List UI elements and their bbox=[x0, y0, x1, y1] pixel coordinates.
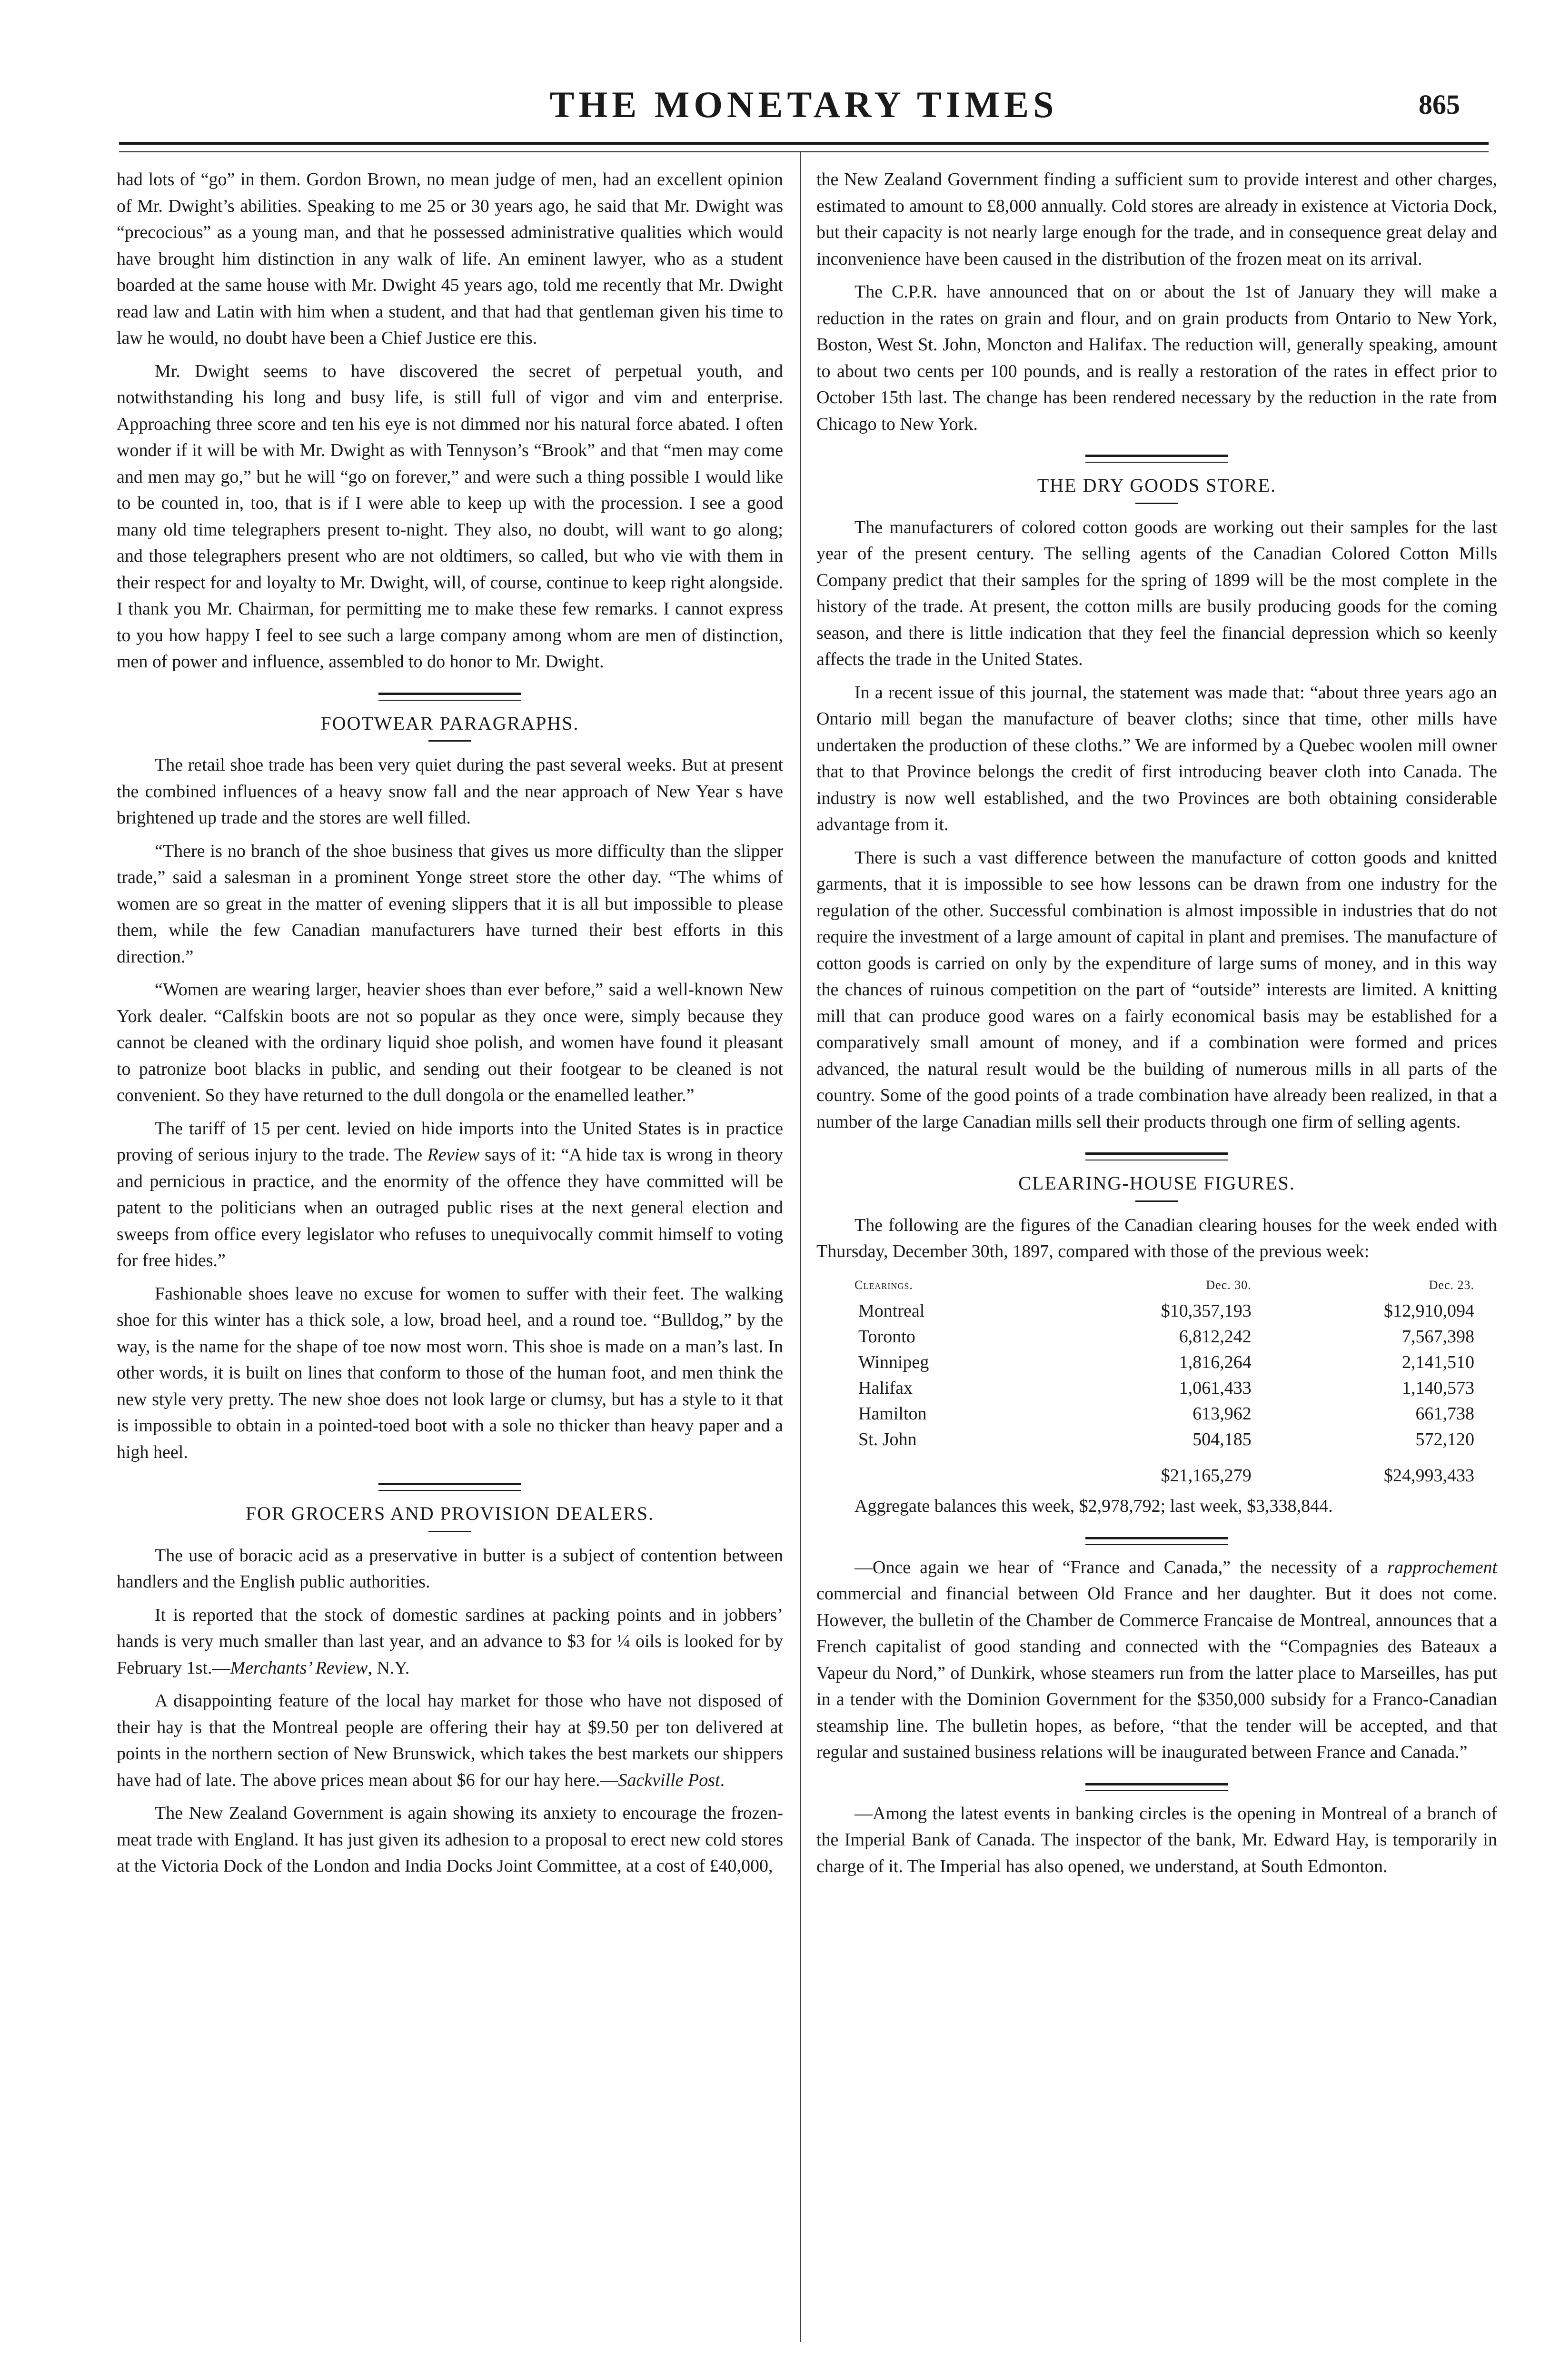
table-row bbox=[855, 1427, 1478, 1452]
paragraph: The New Zealand Government is again showing its anxiety to encourage the frozen-meat trade with England. It has just given its adhesion to a proposal to erect new cold stores at the Victoria Dock of the London and India Docks Joint Committee, at a cost of £40,000, bbox=[117, 1803, 783, 1876]
aggregate-balances: Aggregate balances this week, $2,978,792; last week, $3,338,844. bbox=[855, 1496, 1333, 1516]
foreign-term: rapprochement bbox=[1387, 1557, 1497, 1577]
text: says of it: “A hide tax is wrong in theory and pernicious in practice, and the enormity of the offence they have committed will be patent to the politicians when an outraged public rises at the next general election and sweeps from office every legislator who refuses to unequivocally commit himself to voting for free hides.” bbox=[117, 1145, 783, 1270]
header-rule bbox=[119, 142, 1489, 152]
city-cell: Toronto bbox=[858, 1327, 915, 1347]
total-label-cell bbox=[855, 1452, 1033, 1488]
value-cell: 613,962 bbox=[1192, 1404, 1252, 1424]
paragraph: The C.P.R. have announced that on or about the 1st of January they will make a reduction in the rates on grain and flour, and on grain products from Ontario to New York, Boston, West St. John, Moncton and Halifax. The reduction will, generally speaking, amount to about two cents per 100 pounds, and is really a restoration of the rates in effect prior to October 15th last. The change has been rendered necessary by the reduction in the rate from Chicago to New York. bbox=[816, 282, 1497, 434]
table-row bbox=[855, 1324, 1478, 1349]
table-header-row bbox=[855, 1272, 1478, 1299]
total-cell: $21,165,279 bbox=[1161, 1466, 1252, 1486]
clearing-table-body bbox=[855, 1298, 1478, 1452]
section-title-grocers: FOR GROCERS AND PROVISION DEALERS. bbox=[245, 1503, 655, 1524]
column-header: Dec. 30. bbox=[1206, 1278, 1252, 1292]
paragraph: Fashionable shoes leave no excuse for women to suffer with their feet. The walking shoe for this winter has a thick sole, a low, broad heel, and a round toe. “Bulldog,” by the way, is the name for the shape of toe now most worn. This shoe is made on a man’s last. In other words, it is built on lines that conform to those of the human foot, and men think the new style very pretty. The new shoe does not look large or clumsy, but has a style to it that is impossible to obtain in a pointed-toed boot with a sole no thicker than heavy paper and a high heel. bbox=[117, 1283, 783, 1462]
text: commercial and financial between Old France and her daughter. But it does not come. However, the bulletin of the Chamber de Commerce Francaise de Montreal, announces that a French capitalist of good standing and connected with the “Compagnies des Bateaux a Vapeur du Nord,” of Dunkirk, whose steamers run from the latter place to Marseilles, has put in a tender with the Dominion Government for the $350,000 subsidy for a Franco-Canadian steamship line. The bulletin hopes, as before, “that the tender will be accepted, and that regular and sustained business relations will be inaugurated between France and Canada.” bbox=[816, 1584, 1497, 1762]
right-column bbox=[816, 167, 1497, 1886]
value-cell: 572,120 bbox=[1415, 1429, 1474, 1449]
city-cell: Hamilton bbox=[858, 1404, 927, 1424]
value-cell: $12,910,094 bbox=[1384, 1301, 1474, 1321]
text: The tariff of 15 per cent. levied on hide imports into the United States is in practice proving of serious injury to the trade. The bbox=[117, 1118, 783, 1165]
paragraph: —Among the latest events in banking circles is the opening in Montreal of a branch of the Imperial Bank of Canada. The inspector of the bank, Mr. Edward Hay, is temporarily in charge of it. The Imperial has also opened, we understand, at South Edmonton. bbox=[816, 1803, 1497, 1876]
text: —Once again we hear of “France and Canada,” the necessity of a bbox=[855, 1557, 1388, 1577]
table-row bbox=[855, 1401, 1478, 1427]
value-cell: 1,061,433 bbox=[1179, 1378, 1252, 1398]
city-cell: Winnipeg bbox=[858, 1352, 929, 1372]
paragraph: “Women are wearing larger, heavier shoes than ever before,” said a well-known New York dealer. “Calfskin boots are not so popular as they once were, simply because they cannot be cleaned with the ordinary liquid shoe polish, and women have found it pleasant to patronize boot blacks in public, and sending out their footgear to be cleaned is not convenient. So they have returned to the dull dongola or the enamelled leather.” bbox=[117, 980, 783, 1105]
section-rule bbox=[1085, 455, 1228, 463]
paragraph: The following are the figures of the Canadian clearing houses for the week ended with Thursday, December 30th, 1897, compared with those of the previous week: bbox=[816, 1215, 1497, 1261]
clearing-table bbox=[855, 1272, 1478, 1489]
title-dash bbox=[1135, 503, 1178, 504]
paragraph bbox=[816, 1555, 1497, 1766]
text: . bbox=[720, 1770, 725, 1790]
title-dash bbox=[428, 1531, 471, 1532]
value-cell: 6,812,242 bbox=[1179, 1327, 1252, 1347]
left-column bbox=[117, 167, 783, 1886]
paragraph bbox=[117, 1688, 783, 1794]
city-cell: Halifax bbox=[858, 1378, 913, 1398]
section-title-footwear: FOOTWEAR PARAGRAPHS. bbox=[320, 712, 579, 734]
continued-paragraph: the New Zealand Government finding a sufficient sum to provide interest and other charges, estimated to amount to £8,000 annually. Cold stores are already in existence at Victoria Dock, but their capacity is not nearly large enough for the trade, and in consequence great delay and inconvenience have been caused in the distribution of the frozen meat on its arrival. bbox=[816, 169, 1497, 269]
section-rule bbox=[378, 693, 521, 701]
value-cell: 504,185 bbox=[1192, 1429, 1252, 1449]
paragraph: The manufacturers of colored cotton goods are working out their samples for the last year of the present century. The selling agents of the Canadian Colored Cotton Mills Company predict that their samples for the spring of 1899 will be the most complete in the history of the trade. At present, the cotton mills are busily producing goods for the coming season, and there is little indication that they feel the financial depression which so keenly affects the trade in the United States. bbox=[816, 517, 1497, 669]
column-header: Clearings. bbox=[855, 1278, 913, 1292]
table-row bbox=[855, 1298, 1478, 1324]
value-cell: 2,141,510 bbox=[1402, 1352, 1474, 1372]
column-header: Dec. 23. bbox=[1429, 1278, 1474, 1292]
text: It is reported that the stock of domestic sardines at packing points and in jobbers’ hands is very much smaller than last year, and an advance to $3 for ¼ oils is looked for by February 1st.— bbox=[117, 1605, 783, 1678]
publication-name: Review bbox=[427, 1145, 480, 1165]
section-title-dry-goods: THE DRY GOODS STORE. bbox=[1037, 475, 1277, 496]
value-cell: 1,816,264 bbox=[1179, 1352, 1252, 1372]
table-total-row bbox=[855, 1452, 1478, 1488]
paragraph bbox=[117, 1602, 783, 1682]
page-number: 865 bbox=[1419, 89, 1460, 120]
paragraph: The use of boracic acid as a preservative in butter is a subject of contention between handlers and the English public authorities. bbox=[117, 1545, 783, 1592]
paragraph: “There is no branch of the shoe business that gives us more difficulty than the slipper trade,” said a salesman in a prominent Yonge street store the other day. “The whims of women are so great in the matter of evening slippers that it is all but impossible to please them, while the few Canadian manufacturers have turned their best efforts in this direction.” bbox=[117, 841, 783, 967]
masthead: THE MONETARY TIMES bbox=[549, 84, 1058, 125]
paragraph: Mr. Dwight seems to have discovered the secret of perpetual youth, and notwithstanding his long and busy life, is still full of vigor and vim and enterprise. Approaching three score and ten his eye is not dimmed nor his natural force abated. I often wonder if it will be with Mr. Dwight as with Tennyson’s “Brook” and that “men may come and men may go,” but he will “go on forever,” and were such a thing possible I would like to be counted in, too, that is if I were able to keep up with the procession. I see a good many old time telegraphers present to-night. They also, no doubt, will want to go along; and those telegraphers present who are not oldtimers, so called, but who vie with them in their respect for and loyalty to Mr. Dwight, will, of course, continue to keep right alongside. I thank you Mr. Chairman, for permitting me to make these few remarks. I cannot express to you how happy I feel to see such a large company among whom are men of distinction, men of power and influence, assembled to do honor to Mr. Dwight. bbox=[117, 361, 783, 672]
city-cell: St. John bbox=[858, 1429, 917, 1449]
section-rule bbox=[1085, 1152, 1228, 1160]
text: A disappointing feature of the local hay market for those who have not disposed of their hay is that the Montreal people are offering their hay at $9.50 per ton delivered at points in the northern section of New Brunswick, which takes the best markets our shippers have had of late. The above prices mean about $6 for our hay here.— bbox=[117, 1691, 783, 1790]
publication-name: Merchants’ Review bbox=[230, 1657, 368, 1678]
paragraph: There is such a vast difference between the manufacture of cotton goods and knitted garments, that it is impossible to see how lessons can be drawn from one industry for the regulation of the other. Successful combination is almost impossible in industries that do not require the investment of a large amount of capital in plant and premises. The manufacture of cotton goods is carried on only by the expenditure of large sums of money, and in this way the chances of ruinous competition on the part of “outside” interests are limited. A knitting mill that can produce good wares on a fairly economical basis may be established for a comparatively small amount of money, and if a combination were formed and prices advanced, the natural result would be the building of numerous mills in all parts of the country. Some of the good points of a trade combination have already been realized, in that a number of the large Canadian mills sell their products through one firm of selling agents. bbox=[816, 847, 1497, 1132]
section-rule bbox=[378, 1483, 521, 1491]
page-header bbox=[119, 71, 1489, 138]
value-cell: 7,567,398 bbox=[1402, 1327, 1474, 1347]
section-rule bbox=[1085, 1537, 1228, 1545]
total-cell: $24,993,433 bbox=[1384, 1466, 1474, 1486]
value-cell: 661,738 bbox=[1415, 1404, 1474, 1424]
title-dash bbox=[428, 740, 471, 742]
continued-paragraph: had lots of “go” in them. Gordon Brown, no mean judge of men, had an excellent opinion of Mr. Dwight’s abilities. Speaking to me 25 or 30 years ago, he said that Mr. Dwight was “precocious” as a young man, and that he possessed administrative qualities which would have brought him distinction in any walk of life. An eminent lawyer, who as a student boarded at the same house with Mr. Dwight 45 years ago, told me recently that Mr. Dwight read law and Latin with him when a student, and that had that gentleman given his time to law he would, no doubt have been a Chief Justice ere this. bbox=[117, 169, 783, 348]
table-row bbox=[855, 1375, 1478, 1401]
value-cell: 1,140,573 bbox=[1402, 1378, 1474, 1398]
table-row bbox=[855, 1349, 1478, 1375]
section-rule bbox=[1085, 1783, 1228, 1791]
paragraph: In a recent issue of this journal, the statement was made that: “about three years ago an Ontario mill began the manufacture of beaver cloths; since that time, other mills have undertaken the production of these cloths.” We are informed by a Quebec woolen mill owner that to that Province belongs the credit of first introducing beaver cloth into Canada. The industry is now well established, and the two Provinces are both obtaining considerable advantage from it. bbox=[816, 682, 1497, 834]
paragraph: The retail shoe trade has been very quiet during the past several weeks. But at present the combined influences of a heavy snow fall and the near approach of New Year s have brightened up trade and the stores are well filled. bbox=[117, 755, 783, 828]
title-dash bbox=[1135, 1200, 1178, 1202]
text: , N.Y. bbox=[368, 1657, 410, 1678]
section-title-clearing: CLEARING-HOUSE FIGURES. bbox=[1018, 1172, 1295, 1194]
column-divider bbox=[800, 152, 801, 2342]
city-cell: Montreal bbox=[858, 1301, 925, 1321]
value-cell: $10,357,193 bbox=[1161, 1301, 1252, 1321]
paragraph bbox=[117, 1116, 783, 1274]
publication-name: Sackville Post bbox=[618, 1770, 720, 1790]
